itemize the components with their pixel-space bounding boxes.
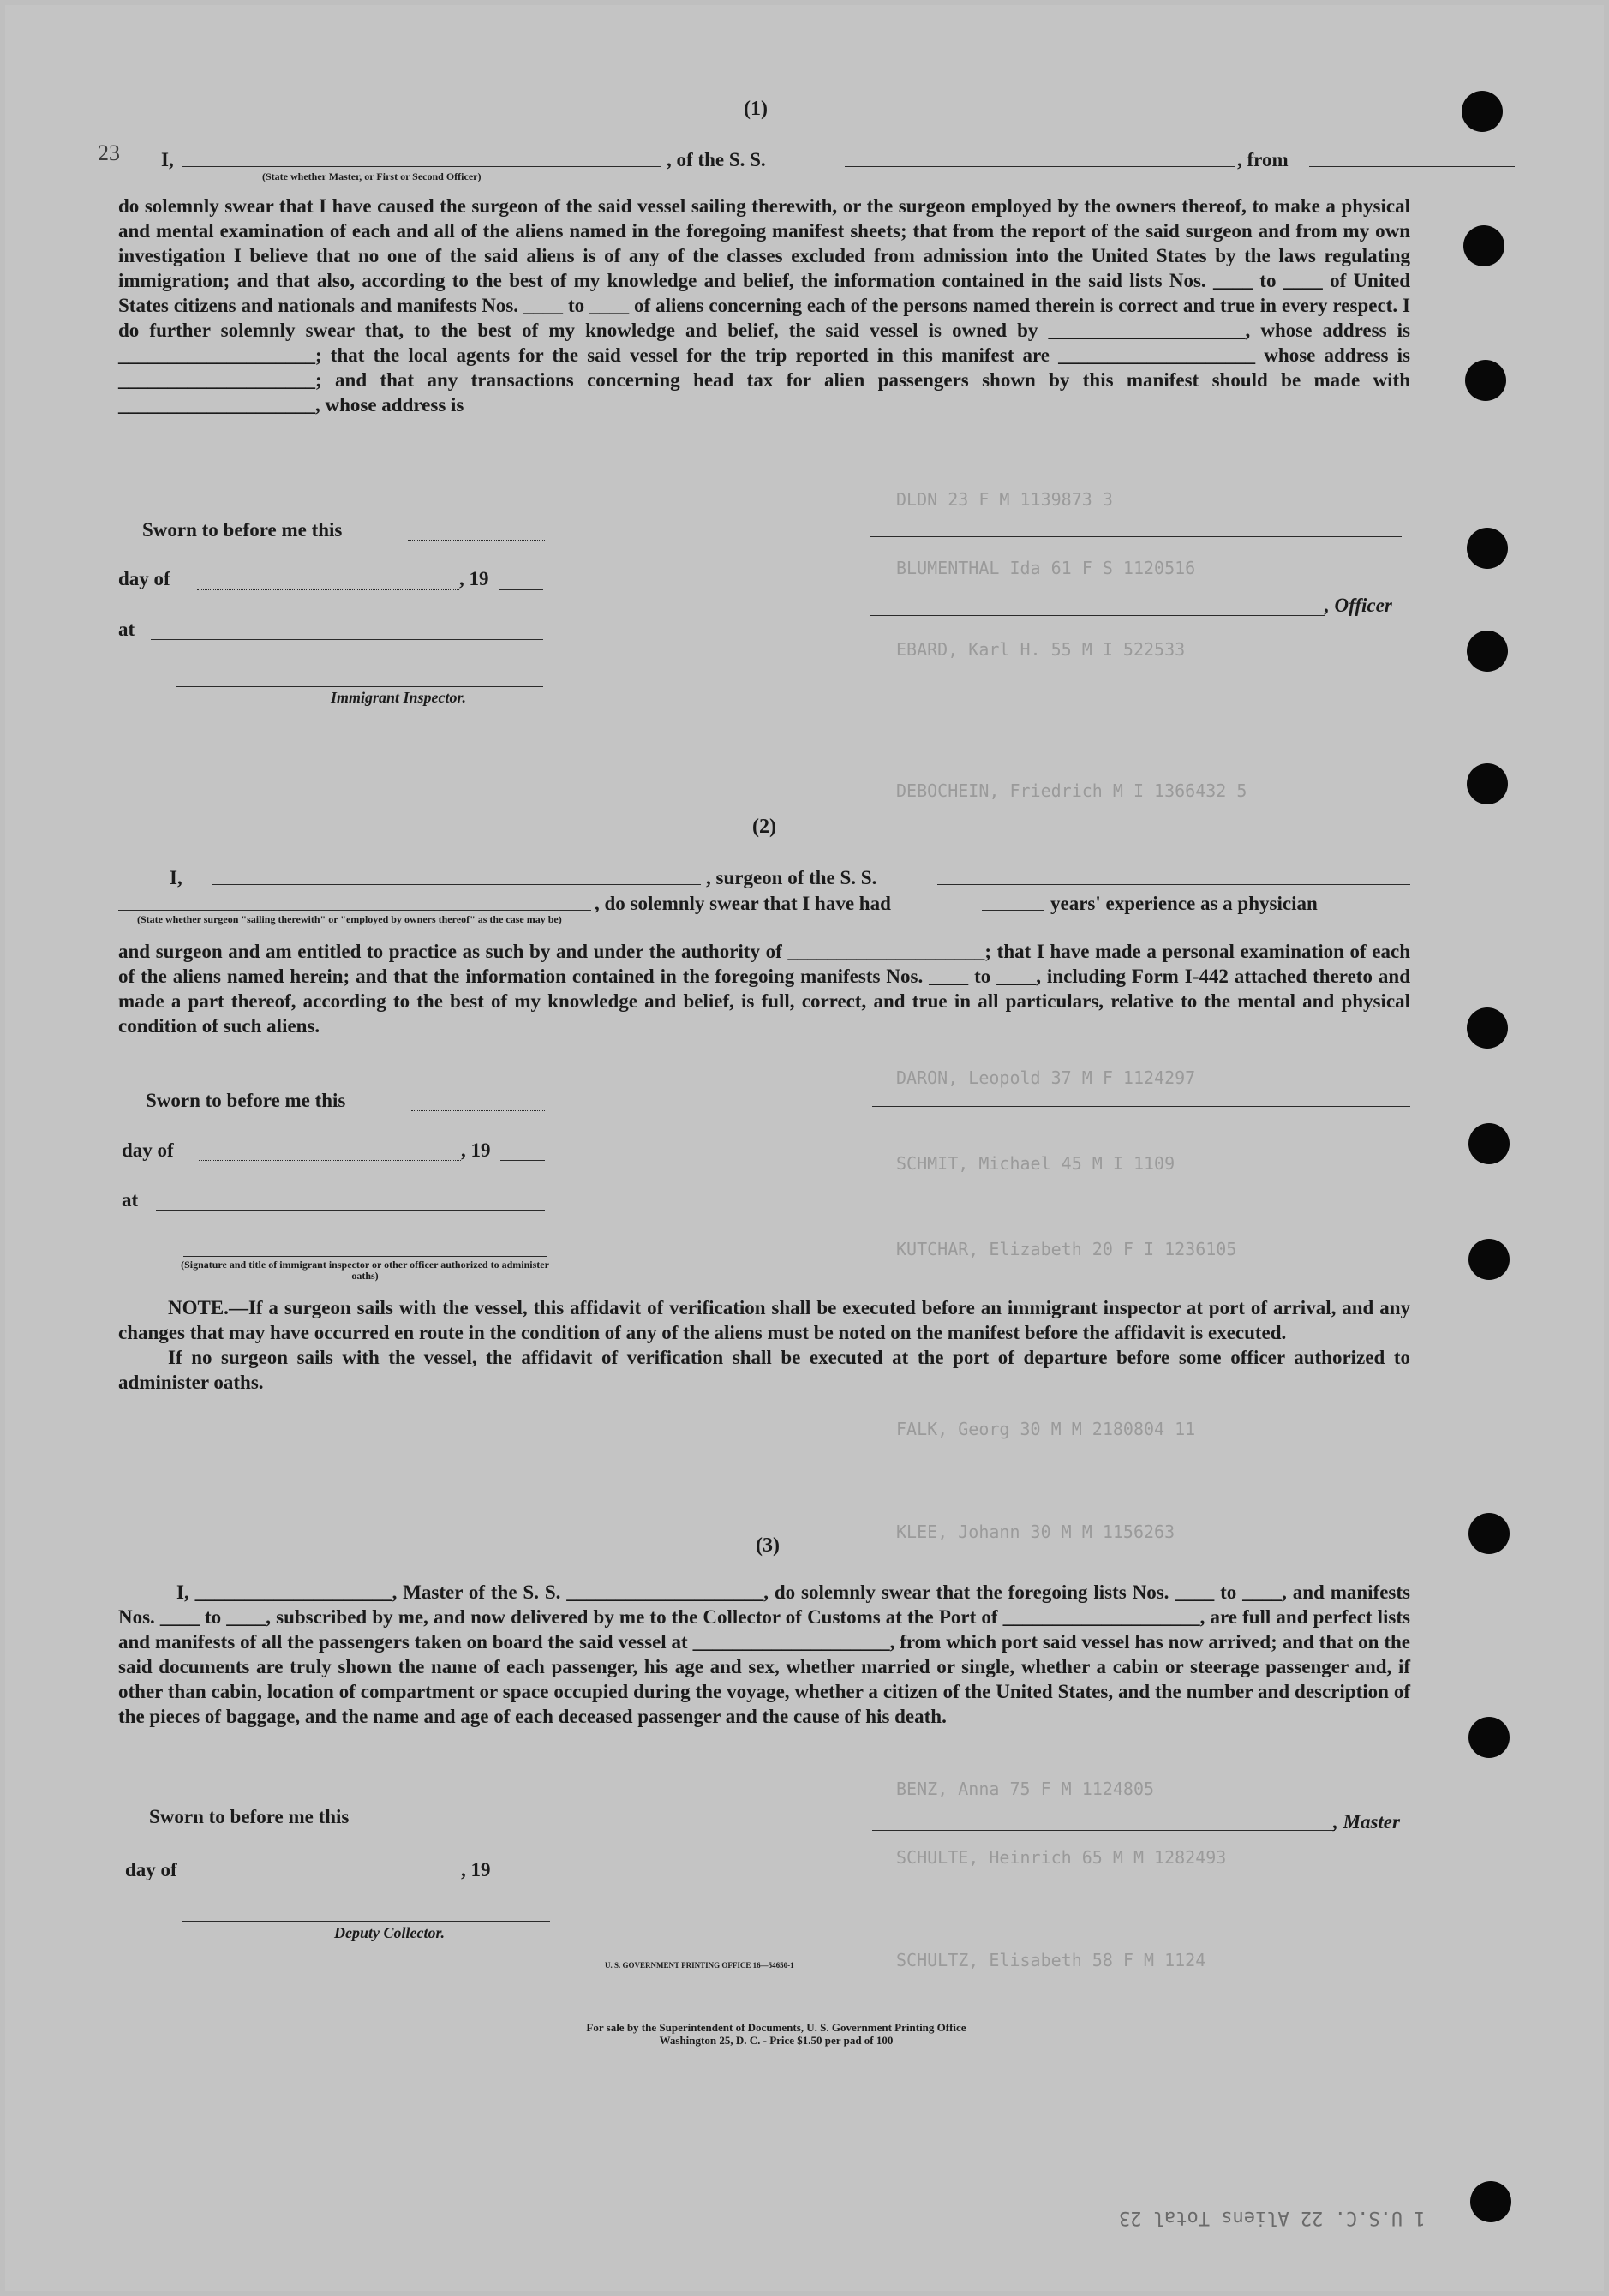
at-field-2[interactable]: [156, 1210, 545, 1211]
section-2-note: [118, 1295, 1410, 1395]
section-2-number: (2): [752, 816, 776, 838]
year-label-3: , 19: [461, 1859, 491, 1880]
handwritten-page-number: 23: [98, 141, 120, 165]
inspector-label: Immigrant Inspector.: [331, 689, 467, 706]
officer-label: , Officer: [1325, 595, 1392, 616]
officer-signature-line[interactable]: [870, 536, 1402, 537]
gpo-imprint: U. S. GOVERNMENT PRINTING OFFICE 16—54650-1: [605, 1961, 794, 1970]
sale-footer-line-1: For sale by the Superintendent of Documents, U. S. Government Printing Office: [586, 2021, 966, 2034]
surgeon-signature-line[interactable]: [872, 1106, 1410, 1107]
section-2-paragraph: and surgeon and am entitled to practice as such by and under the authority of ____________________; that I have made a personal examination of each of the aliens named herein; and that the information contained in the foregoing manifests Nos. ____ to ____, including Form I-442 attached thereto and made a part thereof, according to the best of my knowledge and belief, is full, correct, and true in all particulars, relative to the mental and physical condition of such aliens.: [118, 941, 1410, 1037]
binder-hole: [1468, 1717, 1510, 1758]
section-2-status-note: (State whether surgeon "sailing therewith" or "employed by owners thereof" as the case may be): [137, 913, 562, 925]
bleed-through-text: BLUMENTHAL Ida 61 F S 1120516: [896, 558, 1196, 578]
sale-footer-line-2: Washington 25, D. C. - Price $1.50 per pad of 100: [659, 2034, 894, 2047]
binder-hole: [1467, 631, 1508, 672]
sworn-label-1: Sworn to before me this: [142, 519, 343, 541]
binder-hole: [1468, 1239, 1510, 1280]
section-1-from: , from: [1237, 149, 1289, 170]
binder-hole: [1468, 1513, 1510, 1554]
bleed-through-text: DEBOCHEIN, Friedrich M I 1366432 5: [896, 780, 1247, 801]
day-of-label-2: day of: [122, 1139, 174, 1161]
collector-signature-line[interactable]: [182, 1921, 550, 1922]
year-field-1[interactable]: [499, 589, 543, 590]
at-label-1: at: [118, 619, 135, 640]
ship-name-field[interactable]: [845, 166, 1235, 167]
section-3-number: (3): [756, 1534, 780, 1557]
section-1-number: (1): [744, 98, 768, 120]
section-2-oath-text: [118, 939, 1410, 1038]
handwritten-bottom-note: 1 U.S.C. 22 Aliens Total 23: [1119, 2207, 1426, 2228]
section-3-paragraph: I, ____________________, Master of the S. S. ____________________, do solemnly swear that the foregoing lists Nos. ____ to ____, and manifests Nos. ____ to ____, subscribed by me, and now delivered by me to the Collector of Customs at the Port of ____________________, are full and perfect lists and manifests of all the passengers taken on board the said vessel at ____________________, from which port said vessel has now arrived; and that on the said documents are truly shown the name of each passenger, his age and sex, whether married or single, whether a cabin or steerage passenger and, if other than cabin, location of compartment or space occupied during the voyage, whether a citizen of the United States, and the number and description of the pieces of baggage, and the name and age of each deceased passenger and the cause of his death.: [118, 1581, 1410, 1727]
master-signature-line[interactable]: [872, 1830, 1335, 1831]
bleed-through-text: BENZ, Anna 75 F M 1124805: [896, 1779, 1155, 1799]
bleed-through-text: KLEE, Johann 30 M M 1156263: [896, 1522, 1175, 1542]
surgeon-ship-field[interactable]: [937, 884, 1410, 885]
administering-officer-line[interactable]: [183, 1256, 547, 1257]
year-field-2[interactable]: [500, 1160, 545, 1161]
at-field-1[interactable]: [151, 639, 543, 640]
sworn-date-field-1[interactable]: [408, 540, 545, 541]
day-of-field-1[interactable]: [197, 589, 459, 590]
form-page: [5, 5, 1604, 2291]
section-2-i: I,: [170, 867, 182, 888]
section-1-paragraph: do solemnly swear that I have caused the surgeon of the said vessel sailing therewith, or the surgeon employed by the owners thereof, to make a physical and mental examination of each and all of the aliens named in the foregoing manifest sheets; that from the report of the said surgeon and from my own investigation I believe that no one of the said aliens is of any of the classes excluded from admission into the United States by the laws regulating immigration; and that also, according to the best of my knowledge and belief, the information contained in the said lists Nos. ____ to ____ of United States citizens and nationals and manifests Nos. ____ to ____ of aliens concerning each of the persons named therein is correct and true in every respect. I do further solemnly swear that, to the best of my knowledge and belief, the said vessel is owned by ____________________, whose address is ____________________; that the local agents for the said vessel for the trip reported in this manifest are ____________________ whose address is ____________________; and that any transactions concerning head tax for alien passengers shown by this manifest should be made with ____________________, whose address is: [118, 195, 1410, 416]
master-name-field[interactable]: [182, 166, 661, 167]
section-2-solemnly: , do solemnly swear that I have had: [595, 893, 891, 914]
deputy-collector-label: Deputy Collector.: [334, 1924, 445, 1941]
binder-hole: [1467, 763, 1508, 804]
section-1-of-ss: , of the S. S.: [667, 149, 766, 170]
binder-hole: [1467, 528, 1508, 569]
bleed-through-text: KUTCHAR, Elizabeth 20 F I 1236105: [896, 1239, 1237, 1259]
from-port-field[interactable]: [1309, 166, 1515, 167]
day-of-label-1: day of: [118, 568, 170, 589]
at-label-2: at: [122, 1189, 139, 1211]
binder-hole: [1462, 91, 1503, 132]
sale-footer: [434, 2021, 1119, 2047]
years-experience-field[interactable]: [982, 910, 1044, 911]
note-text-2: If no surgeon sails with the vessel, the affidavit of verification shall be executed at the port of departure before some officer authorized to administer oaths.: [118, 1347, 1410, 1393]
section-1-i: I,: [161, 149, 174, 170]
binder-hole: [1470, 2181, 1511, 2222]
surgeon-name-field[interactable]: [212, 884, 701, 885]
binder-hole: [1465, 360, 1506, 401]
sworn-label-2: Sworn to before me this: [146, 1090, 346, 1111]
surgeon-of-label: , surgeon of the S. S.: [706, 867, 877, 888]
sworn-label-3: Sworn to before me this: [149, 1806, 350, 1827]
day-of-field-2[interactable]: [199, 1160, 461, 1161]
binder-hole: [1463, 225, 1504, 266]
signature-title-note-text: (Signature and title of immigrant inspector or other officer authorized to administer oaths): [181, 1259, 549, 1282]
note-text: —If a surgeon sails with the vessel, this affidavit of verification shall be executed before an immigrant inspector at port of arrival, and any changes that may have occurred en route in the condition of any of the aliens must be noted on the manifest before the affidavit is executed.: [118, 1297, 1410, 1343]
year-label-1: , 19: [459, 568, 489, 589]
officer-title-line[interactable]: [870, 615, 1325, 616]
surgeon-status-field[interactable]: [118, 910, 591, 911]
inspector-signature-line[interactable]: [176, 686, 543, 687]
sworn-date-field-2[interactable]: [411, 1110, 545, 1111]
years-label: years' experience as a physician: [1050, 893, 1318, 914]
master-label: , Master: [1333, 1811, 1400, 1833]
bleed-through-text: SCHULTE, Heinrich 65 M M 1282493: [896, 1847, 1227, 1868]
section-1-oath-text: [118, 194, 1410, 417]
bleed-through-text: SCHMIT, Michael 45 M I 1109: [896, 1153, 1175, 1174]
bleed-through-text: FALK, Georg 30 M M 2180804 11: [896, 1419, 1196, 1439]
bleed-through-text: DARON, Leopold 37 M F 1124297: [896, 1067, 1196, 1088]
binder-hole: [1467, 1007, 1508, 1049]
bleed-through-text: SCHULTZ, Elisabeth 58 F M 1124: [896, 1950, 1206, 1970]
bleed-through-text: EBARD, Karl H. 55 M I 522533: [896, 639, 1186, 660]
binder-hole: [1468, 1123, 1510, 1164]
signature-title-note: [176, 1259, 553, 1282]
year-label-2: , 19: [461, 1139, 491, 1161]
bleed-through-text: DLDN 23 F M 1139873 3: [896, 489, 1113, 510]
section-3-oath-text: [118, 1580, 1410, 1729]
day-of-label-3: day of: [125, 1859, 177, 1880]
note-label: NOTE.: [168, 1297, 229, 1318]
section-1-rank-note: (State whether Master, or First or Second Officer): [262, 170, 482, 182]
